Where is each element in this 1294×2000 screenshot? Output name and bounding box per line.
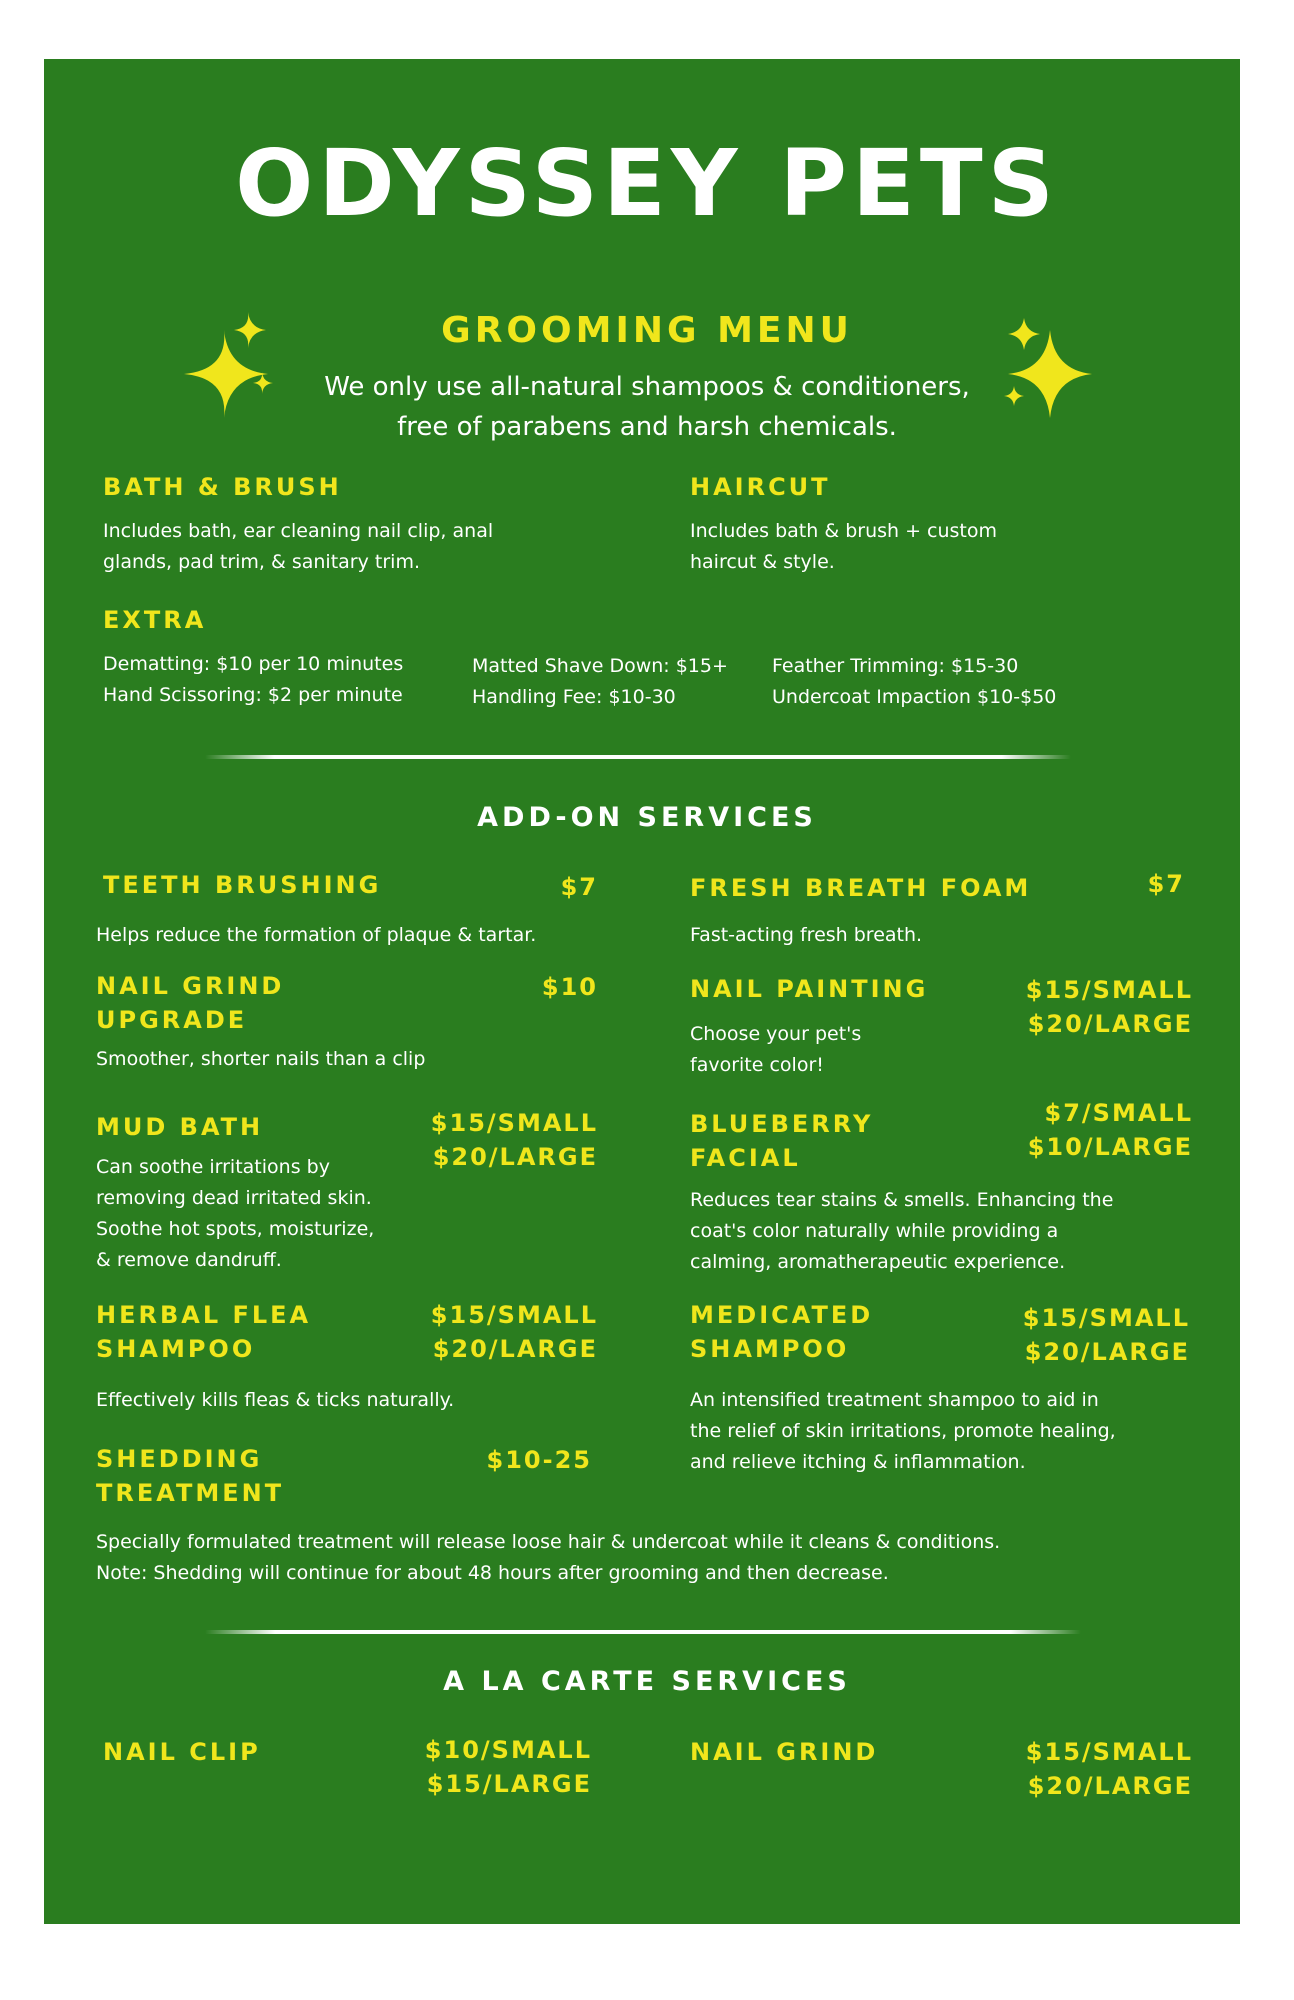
desc-line: Can soothe irritations by <box>96 1156 330 1178</box>
nail-clip-name: NAIL CLIP <box>103 1738 261 1766</box>
tagline-line: free of parabens and harsh chemicals. <box>397 412 897 442</box>
nail-grind-upgrade-price: $10 <box>541 973 598 1001</box>
sparkle-icon <box>1000 318 1100 428</box>
divider <box>205 1630 1081 1634</box>
blueberry-facial-desc <box>690 1185 1113 1278</box>
name-line: SHAMPOO <box>96 1335 256 1363</box>
fresh-breath-foam-name: FRESH BREATH FOAM <box>690 874 1032 902</box>
price-line: $20/LARGE <box>1027 1010 1193 1038</box>
divider <box>205 755 1071 759</box>
mud-bath-desc <box>96 1152 374 1276</box>
name-line: UPGRADE <box>96 1006 248 1034</box>
desc-line: Soothe hot spots, moisturize, <box>96 1218 375 1240</box>
mud-bath-name: MUD BATH <box>96 1113 264 1141</box>
desc-line: Effectively kills fleas & ticks naturally. <box>96 1389 455 1411</box>
bath-brush-title: BATH & BRUSH <box>103 473 342 501</box>
fresh-breath-foam-price: $7 <box>1147 870 1185 898</box>
desc-line: Smoother, shorter nails than a clip <box>96 1048 426 1070</box>
price-line: $15/SMALL <box>430 1301 598 1329</box>
blueberry-facial-name <box>690 1107 873 1175</box>
name-line: TREATMENT <box>96 1479 285 1507</box>
haircut-desc <box>690 516 997 578</box>
extra-title: EXTRA <box>103 606 207 634</box>
medicated-shampoo-price <box>960 1301 1190 1369</box>
nail-grind-price <box>960 1735 1193 1803</box>
shedding-treatment-price: $10-25 <box>486 1446 592 1474</box>
price-line: $15/LARGE <box>426 1770 592 1798</box>
desc-line: haircut & style. <box>690 551 835 573</box>
desc-line: An intensified treatment shampoo to aid in <box>690 1389 1099 1411</box>
extra-item: Handling Fee: $10-30 <box>472 686 676 708</box>
medicated-shampoo-desc <box>690 1385 1116 1478</box>
desc-line: Includes bath, ear cleaning nail clip, anal <box>103 520 494 542</box>
name-line: SHEDDING <box>96 1445 263 1473</box>
extra-col-3 <box>772 651 1056 713</box>
tagline-line: We only use all-natural shampoos & conditioners, <box>324 372 970 402</box>
desc-line: Specially formulated treatment will release loose hair & undercoat while it cleans & conditions. <box>96 1531 1001 1553</box>
desc-line: favorite color! <box>690 1054 824 1076</box>
name-line: NAIL GRIND <box>96 972 285 1000</box>
a-la-carte-heading: A LA CARTE SERVICES <box>443 1666 851 1697</box>
shedding-treatment-desc <box>96 1527 1000 1589</box>
price-line: $20/LARGE <box>432 1335 598 1363</box>
price-line: $15/SMALL <box>1025 1738 1193 1766</box>
price-line: $15/SMALL <box>430 1109 598 1137</box>
fresh-breath-foam-desc <box>690 920 922 951</box>
name-line: SHAMPOO <box>690 1335 850 1363</box>
price-line: $15/SMALL <box>1022 1304 1190 1332</box>
price-line: $20/LARGE <box>432 1143 598 1171</box>
desc-line: Fast-acting fresh breath. <box>690 924 923 946</box>
desc-line: removing dead irritated skin. <box>96 1187 372 1209</box>
price-line: $20/LARGE <box>1027 1772 1193 1800</box>
price-line: $20/LARGE <box>1024 1338 1190 1366</box>
bath-brush-desc <box>103 516 493 578</box>
medicated-shampoo-name <box>690 1298 873 1366</box>
blueberry-facial-price <box>960 1096 1193 1164</box>
teeth-brushing-name: TEETH BRUSHING <box>103 871 382 899</box>
extra-item: Matted Shave Down: $15+ <box>472 655 728 677</box>
desc-line: and relieve itching & inflammation. <box>690 1451 1026 1473</box>
shedding-treatment-name <box>96 1442 284 1510</box>
addons-heading: ADD-ON SERVICES <box>477 802 817 833</box>
extra-item: Undercoat Impaction $10-$50 <box>772 686 1057 708</box>
nail-painting-name: NAIL PAINTING <box>690 975 929 1003</box>
desc-line: Helps reduce the formation of plaque & tartar. <box>96 924 537 946</box>
nail-grind-upgrade-name <box>96 969 284 1037</box>
teeth-brushing-desc <box>96 920 536 951</box>
nail-grind-upgrade-desc <box>96 1044 425 1075</box>
nail-clip-price <box>380 1733 592 1801</box>
extra-col-1 <box>103 649 403 711</box>
nail-painting-desc <box>690 1019 861 1081</box>
desc-line: the relief of skin irritations, promote healing, <box>690 1420 1116 1442</box>
desc-line: Includes bath & brush + custom <box>690 520 998 542</box>
extra-item: Feather Trimming: $15-30 <box>772 655 1019 677</box>
desc-line: coat's color naturally while providing a <box>690 1220 1059 1242</box>
desc-line: glands, pad trim, & sanitary trim. <box>103 551 420 573</box>
extra-item: Dematting: $10 per 10 minutes <box>103 653 404 675</box>
price-line: $15/SMALL <box>1025 976 1193 1004</box>
desc-line: Reduces tear stains & smells. Enhancing the <box>690 1189 1114 1211</box>
desc-line: calming, aromatherapeutic experience. <box>690 1251 1066 1273</box>
price-line: $10/SMALL <box>424 1736 592 1764</box>
name-line: MEDICATED <box>690 1301 874 1329</box>
menu-subtitle: GROOMING MENU <box>441 310 853 351</box>
extra-col-2 <box>472 651 728 713</box>
page-title: ODYSSEY PETS <box>235 130 1059 237</box>
price-line: $7/SMALL <box>1044 1099 1193 1127</box>
name-line: HERBAL FLEA <box>96 1301 312 1329</box>
teeth-brushing-price: $7 <box>560 873 598 901</box>
sparkle-icon <box>182 312 282 422</box>
herbal-flea-shampoo-name <box>96 1298 311 1366</box>
mud-bath-price <box>380 1106 598 1174</box>
extra-item: Hand Scissoring: $2 per minute <box>103 684 403 706</box>
price-line: $10/LARGE <box>1027 1133 1193 1161</box>
desc-line: & remove dandruff. <box>96 1249 282 1271</box>
herbal-flea-shampoo-desc <box>96 1385 454 1416</box>
nail-grind-name: NAIL GRIND <box>690 1738 879 1766</box>
herbal-flea-shampoo-price <box>380 1298 598 1366</box>
haircut-title: HAIRCUT <box>690 473 831 501</box>
name-line: BLUEBERRY <box>690 1110 874 1138</box>
nail-painting-price <box>960 973 1193 1041</box>
desc-line: Note: Shedding will continue for about 48 hours after grooming and then decrease. <box>96 1562 889 1584</box>
name-line: FACIAL <box>690 1144 801 1172</box>
desc-line: Choose your pet's <box>690 1023 862 1045</box>
